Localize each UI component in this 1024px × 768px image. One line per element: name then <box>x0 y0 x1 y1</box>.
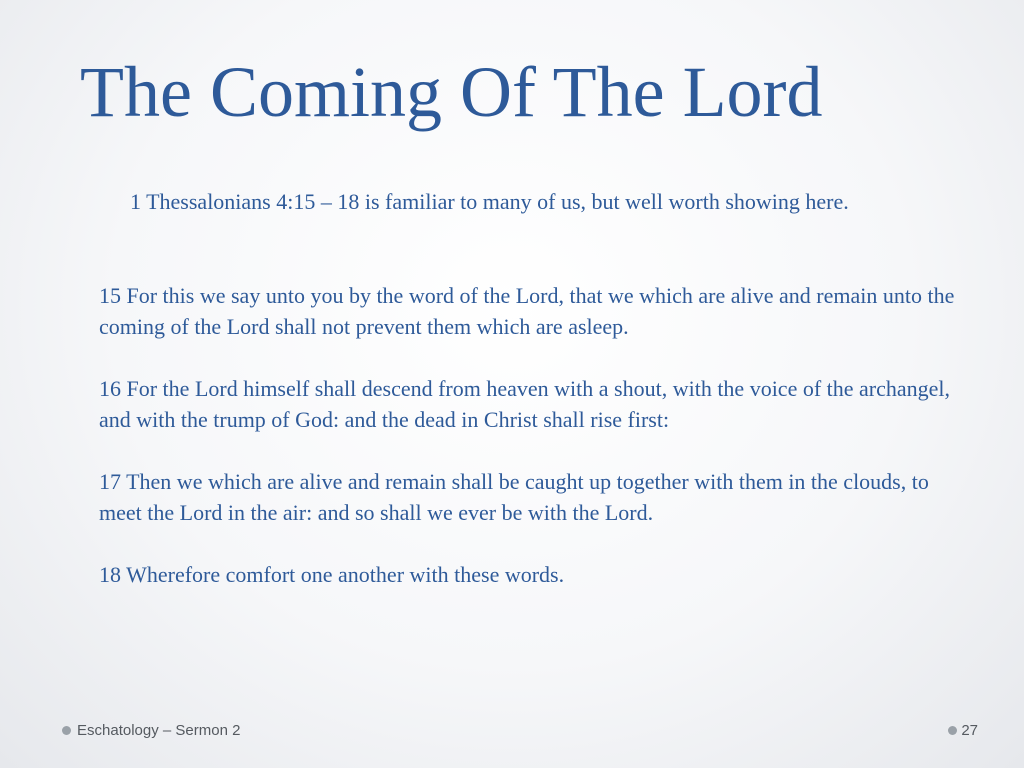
footer-right <box>948 722 978 739</box>
bullet-icon <box>948 726 957 735</box>
slide-footer <box>62 722 978 744</box>
slide-title: The Coming Of The Lord <box>80 52 823 132</box>
verse-list <box>99 280 959 621</box>
page-number: 27 <box>961 722 978 739</box>
verse-18: 18 Wherefore comfort one another with these words. <box>99 562 565 587</box>
intro-text: 1 Thessalonians 4:15 – 18 is familiar to many of us, but well worth showing here. <box>130 189 849 214</box>
footer-left <box>62 722 240 739</box>
footer-series-text: Eschatology – Sermon 2 <box>77 722 241 739</box>
bullet-icon <box>62 726 71 735</box>
verse-15: 15 For this we say unto you by the word of the Lord, that we which are alive and remain unto the coming of the Lord shall not prevent them which are asleep. <box>99 283 955 339</box>
verse-17: 17 Then we which are alive and remain shall be caught up together with them in the clouds, to meet the Lord in the air: and so shall we ever be with the Lord. <box>99 469 929 525</box>
verse-16: 16 For the Lord himself shall descend from heaven with a shout, with the voice of the archangel, and with the trump of God: and the dead in Christ shall rise first: <box>99 376 951 432</box>
